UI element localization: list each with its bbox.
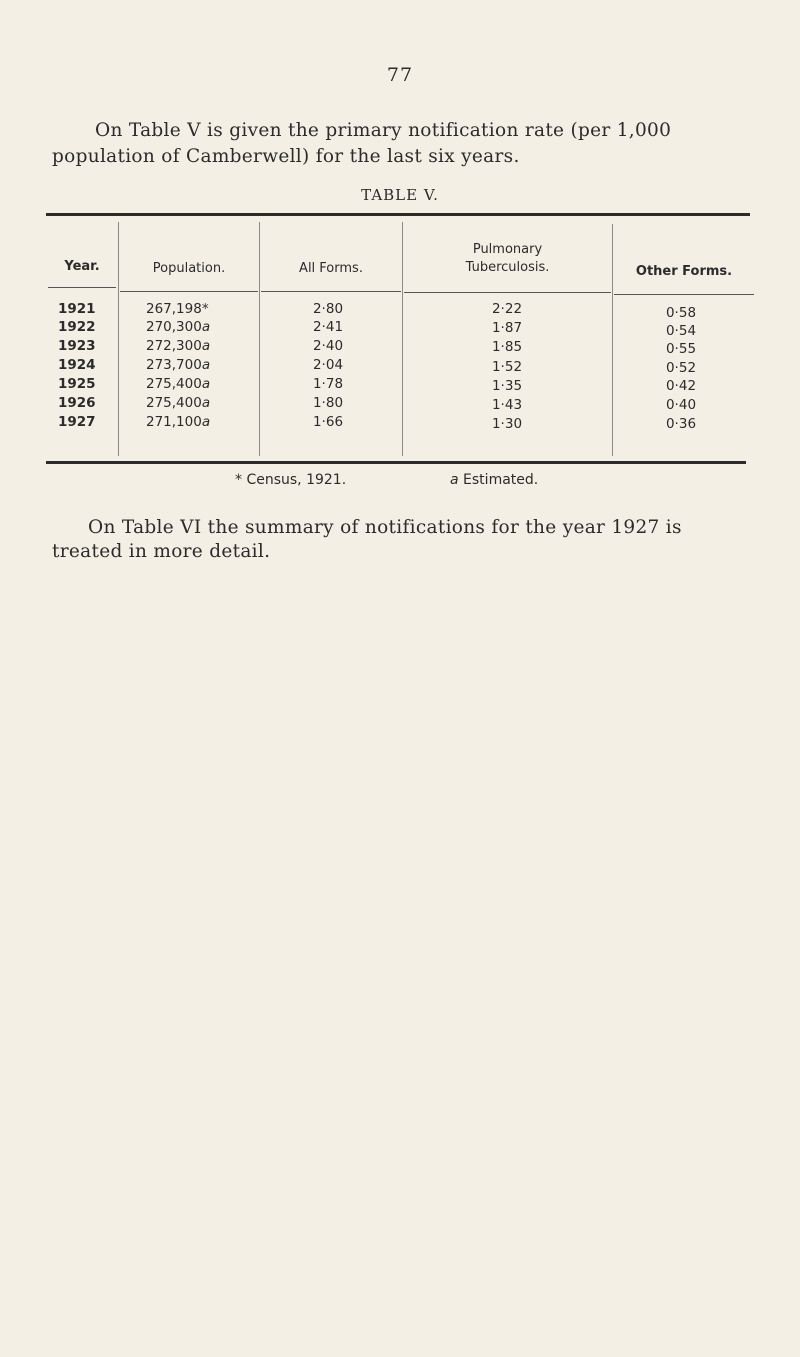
cell-all-forms: 1·78 [312,376,344,392]
cell-population: 272,300a [146,338,211,354]
cell-other-forms: 0·36 [665,416,697,432]
header-rule [120,291,258,292]
cell-other-forms: 0·52 [665,360,697,376]
cell-all-forms: 2·04 [312,357,344,373]
cell-year: 1922 [58,319,96,335]
outro-paragraph: On Table VI the summary of notifications for the year 1927 is treated in more detail. [52,517,682,562]
cell-population: 271,100a [146,414,211,430]
cell-pulmonary: 1·87 [491,320,523,336]
column-divider [402,222,403,456]
table-top-rule [46,213,750,216]
cell-year: 1924 [58,357,96,373]
estimated-marker: a [201,319,211,335]
cell-pulmonary: 1·85 [491,339,523,355]
estimated-marker: a [201,376,211,392]
header-all-forms: All Forms. [299,261,363,276]
cell-all-forms: 2·41 [312,319,344,335]
cell-all-forms: 2·80 [312,301,344,317]
footnote-estimated: a Estimated. [450,472,539,488]
cell-year: 1927 [58,414,96,430]
header-population: Population. [152,261,226,276]
header-pulmonary-line2: Tuberculosis. [465,260,550,275]
cell-pulmonary: 2·22 [491,301,523,317]
cell-pulmonary: 1·52 [491,359,523,375]
cell-all-forms: 1·66 [312,414,344,430]
footnote-census: * Census, 1921. [235,472,347,488]
header-other-forms: Other Forms. [635,264,733,279]
cell-pulmonary: 1·43 [491,397,523,413]
table-title: TABLE V. [361,186,439,204]
cell-population: 270,300a [146,319,211,335]
cell-year: 1925 [58,376,96,392]
cell-year: 1923 [58,338,96,354]
table-bottom-rule [46,461,746,464]
estimated-marker: a [201,395,211,411]
cell-population: 275,400a [146,395,211,411]
cell-year: 1926 [58,395,96,411]
cell-population: 275,400a [146,376,211,392]
header-rule [261,291,401,292]
header-rule [404,292,611,293]
cell-other-forms: 0·40 [665,397,697,413]
cell-all-forms: 1·80 [312,395,344,411]
cell-year: 1921 [58,301,96,317]
cell-other-forms: 0·54 [665,323,697,339]
estimated-marker: a [450,472,459,488]
cell-population: 273,700a [146,357,211,373]
header-rule [48,287,116,288]
intro-paragraph: On Table V is given the primary notification rate (per 1,000 population of Camberwell) for the last six years. [52,120,672,167]
cell-all-forms: 2·40 [312,338,344,354]
estimated-marker: a [201,357,211,373]
cell-other-forms: 0·55 [665,341,697,357]
header-rule [614,294,754,295]
page-number: 77 [386,64,414,86]
cell-pulmonary: 1·30 [491,416,523,432]
cell-other-forms: 0·58 [665,305,697,321]
cell-pulmonary: 1·35 [491,378,523,394]
estimated-marker: a [201,338,211,354]
header-pulmonary-line1: Pulmonary [472,242,543,257]
cell-other-forms: 0·42 [665,378,697,394]
column-divider [612,224,613,456]
cell-population: 267,198* [146,301,209,317]
header-year: Year. [64,259,100,274]
column-divider [118,222,119,456]
estimated-marker: a [201,414,211,430]
